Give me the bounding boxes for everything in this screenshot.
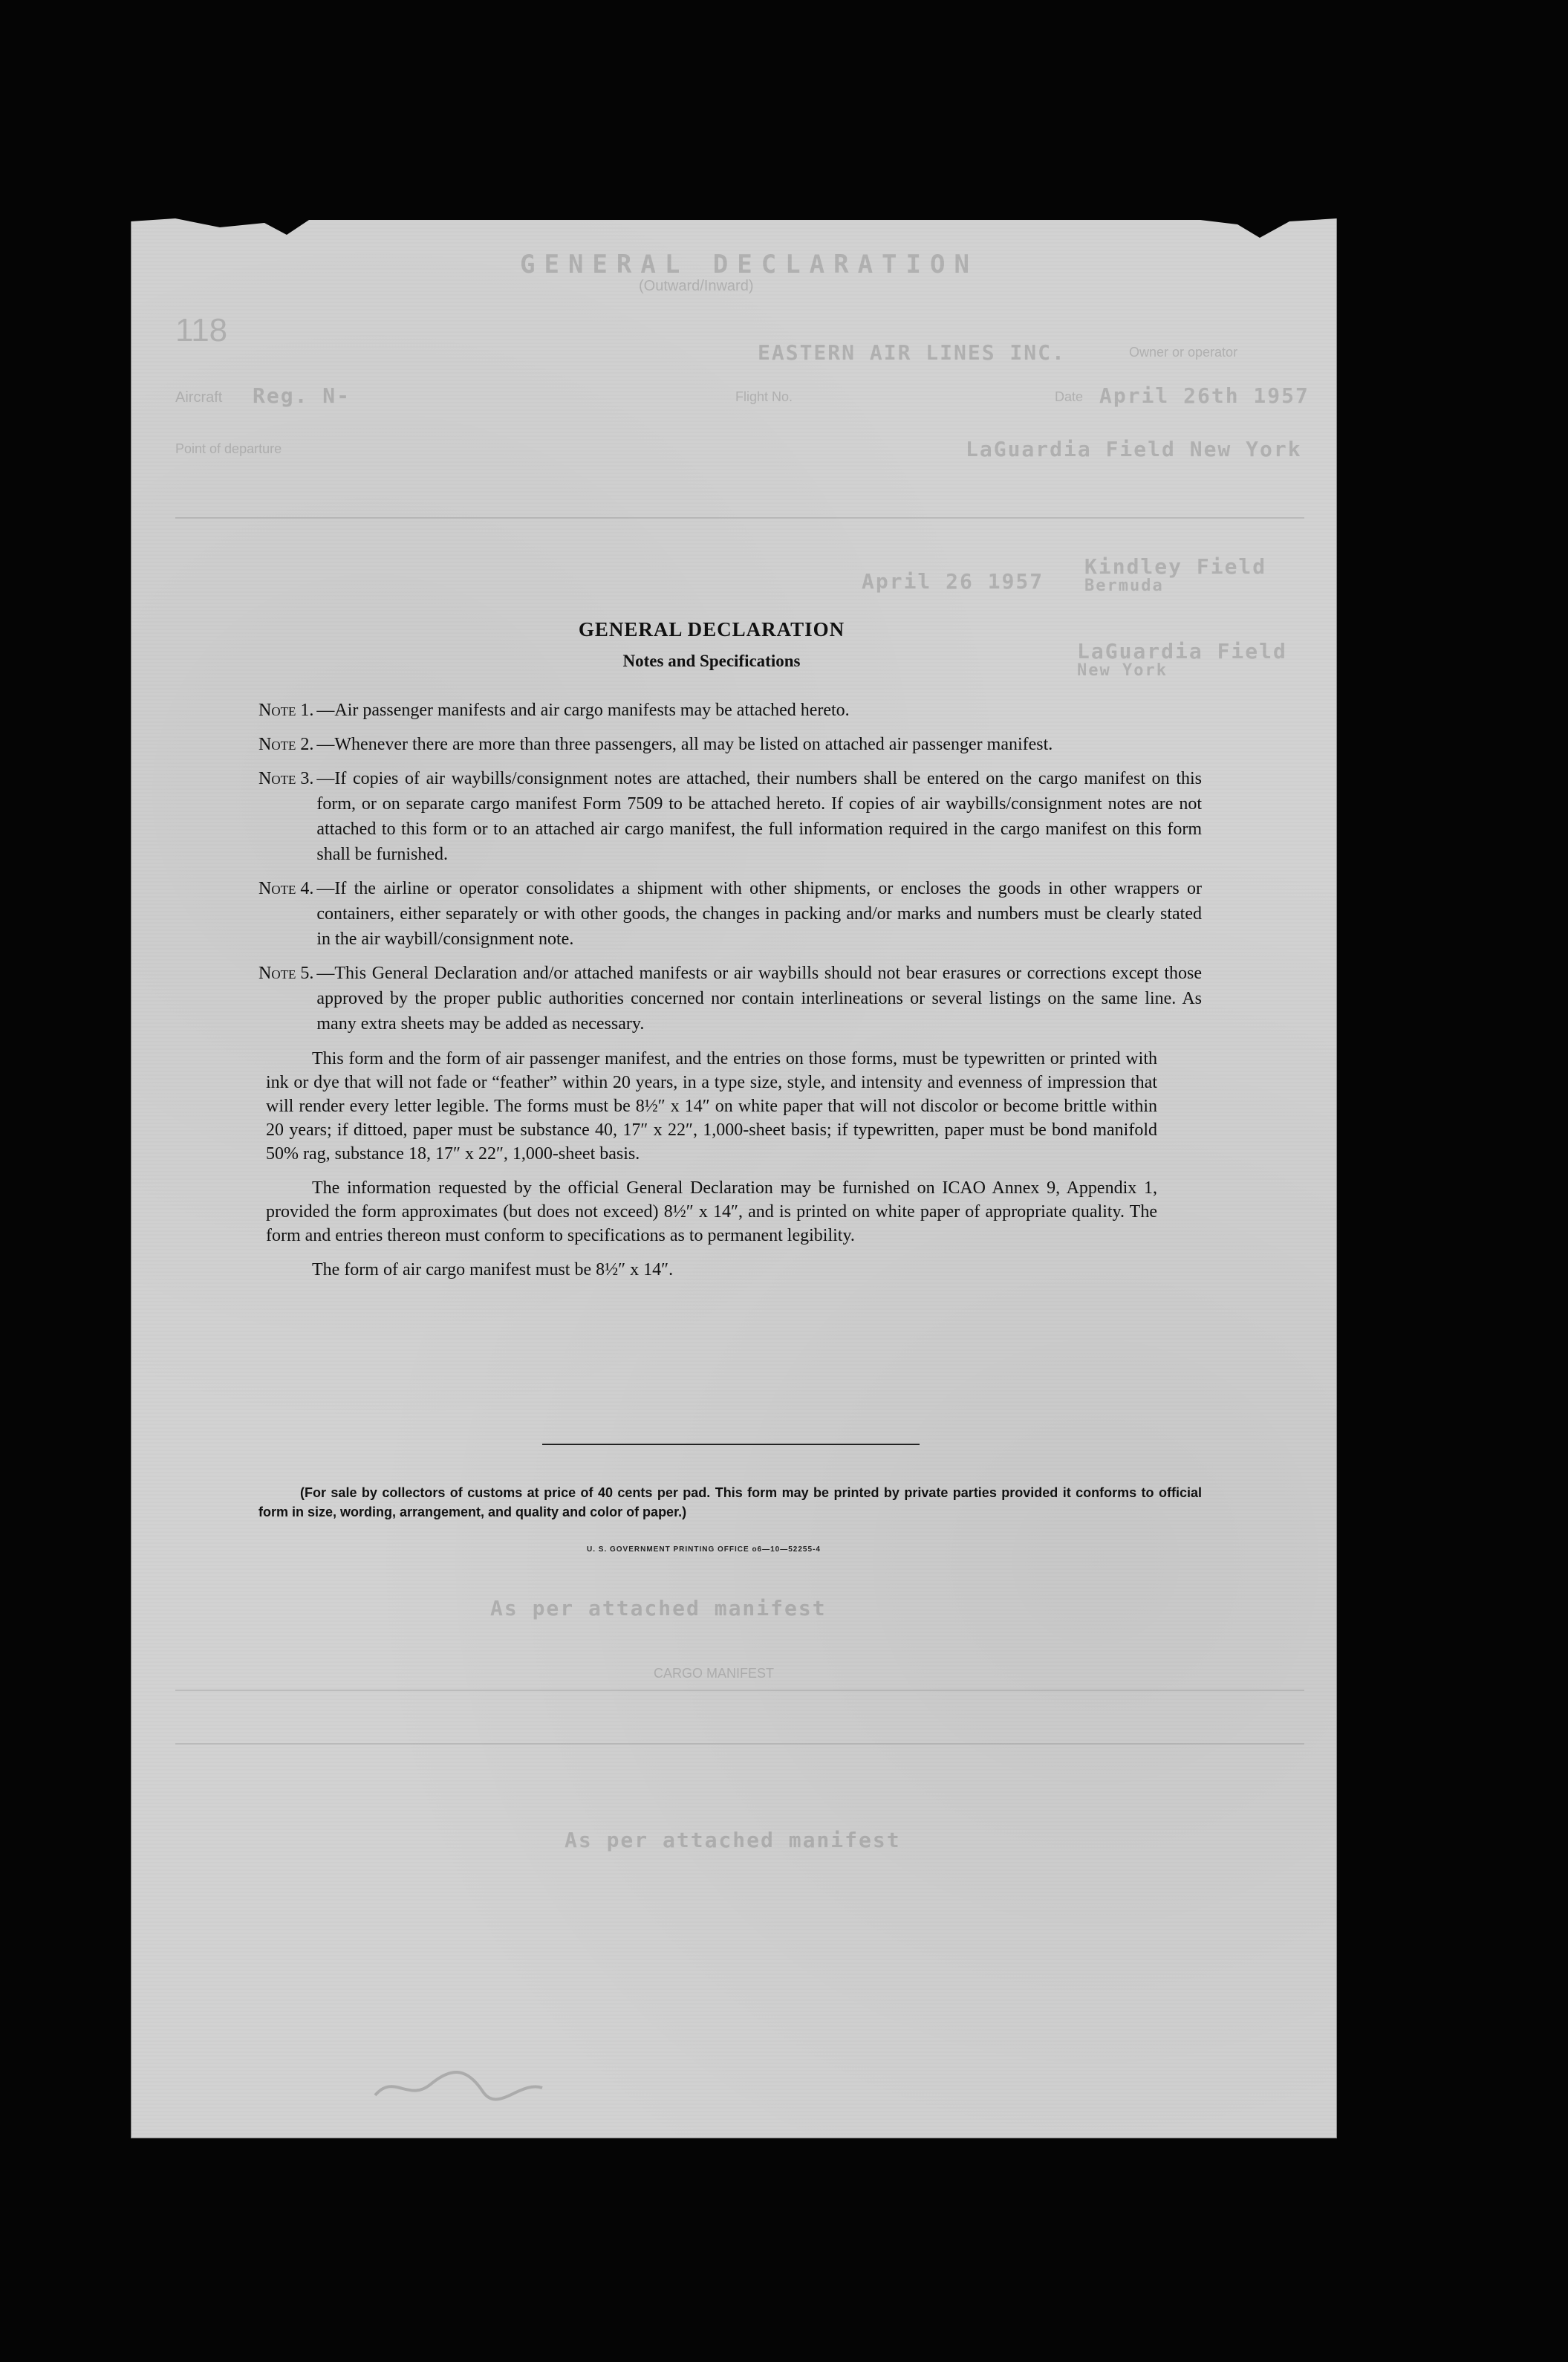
note-label: Note 1. <box>258 701 314 720</box>
paragraph-form-requirements: This form and the form of air passenger manifest, and the entries on those forms, must be typewritten or printed with ink or dye that will not fade or “feather” within 20 years, in a type size, style, and intensity and evenness of impression that will render every letter legible. The forms must be 8½″ x 14″ on white paper that will not discolor or become brittle within 20 years; if dittoed, paper must be substance 40, 17″ x 22″, 1,000-sheet basis; if typewritten, paper must be bond manifold 50% rag, substance 18, 17″ x 22″, 1,000-sheet basis. <box>266 1049 1157 1164</box>
document-subtitle: Notes and Specifications <box>622 652 801 670</box>
note-label: Note 2. <box>258 735 314 754</box>
bleed-flight-label: Flight No. <box>735 389 793 404</box>
bleed-aircraft-label: Aircraft <box>175 389 223 406</box>
paragraph-cargo-size: The form of air cargo manifest must be 8½″ x 14″. <box>312 1260 674 1279</box>
note-label: Note 5. <box>258 964 314 983</box>
bleed-rule-3 <box>175 1743 1304 1745</box>
note-1 <box>258 698 1202 723</box>
note-5 <box>258 961 1202 1036</box>
bleed-date-label: Date <box>1055 389 1084 404</box>
note-text: —If copies of air waybills/consignment notes are attached, their numbers shall be entered on the cargo manifest on this form, or on separate cargo manifest Form 7509 to be attached hereto. If copies of air waybills/consignment notes are not attached to this form or to an attached air cargo manifest, the full information required in the cargo manifest on this form shall be furnished. <box>316 769 1202 864</box>
bleed-rule <box>175 517 1304 519</box>
bleed-operator: EASTERN AIR LINES INC. <box>758 340 1066 365</box>
note-3 <box>258 766 1202 867</box>
signature-bleed <box>371 2058 550 2110</box>
paragraph-icao: The information requested by the official General Declaration may be furnished on ICAO Annex 9, Appendix 1, provided the form approximates (but does not exceed) 8½″ x 14″, and is printed on white paper of appropriate quality. The form and entries thereon must conform to specifications as to permanent legibility. <box>266 1178 1157 1245</box>
sale-note: (For sale by collectors of customs at price of 40 cents per pad. This form may be printed by private parties provided it conforms to official form in size, wording, arrangement, and quality and color of paper.) <box>258 1485 1202 1519</box>
note-2 <box>258 732 1202 757</box>
printing-office-imprint: U. S. GOVERNMENT PRINTING OFFICE o6—10—52255-4 <box>587 1545 821 1554</box>
note-label: Note 4. <box>258 879 314 898</box>
bleed-aircraft: Reg. N- <box>253 383 351 408</box>
bleed-itinerary-1: Kindley Field <box>1084 554 1267 579</box>
note-text: —Whenever there are more than three passengers, all may be listed on attached air passenger manifest. <box>316 735 1053 754</box>
document-title: GENERAL DECLARATION <box>578 618 845 640</box>
bleed-subheader: (Outward/Inward) <box>639 278 754 294</box>
note-text: —This General Declaration and/or attached manifests or air waybills should not bear erasures or corrections except those approved by the proper public authorities concerned nor contain interlineations or several listings on the same line. As many extra sheets may be added as necessary. <box>316 964 1202 1034</box>
bleed-itinerary-2: Bermuda <box>1084 577 1164 595</box>
bleed-itinerary-4: LaGuardia Field <box>1077 639 1287 663</box>
bleed-rule-2 <box>175 1690 1304 1691</box>
note-4 <box>258 876 1202 952</box>
bleed-arrival: LaGuardia Field New York <box>966 437 1302 461</box>
bleed-header: GENERAL DECLARATION <box>520 250 978 279</box>
torn-top-edge <box>131 217 1337 247</box>
note-text: —Air passenger manifests and air cargo manifests may be attached hereto. <box>316 701 850 720</box>
bleed-attached-1: As per attached manifest <box>490 1596 827 1620</box>
bleed-page-number: 118 <box>175 312 228 348</box>
note-label: Note 3. <box>258 769 314 788</box>
bleed-itinerary-3: April 26 1957 <box>862 569 1044 594</box>
bleed-embarkation-label: Point of departure <box>175 441 282 456</box>
divider-rule <box>542 1444 920 1445</box>
notes-body <box>258 618 1202 1282</box>
bleed-attached-2: As per attached manifest <box>565 1828 901 1852</box>
bleed-cargo-manifest: CARGO MANIFEST <box>654 1666 775 1681</box>
note-text: —If the airline or operator consolidates a shipment with other shipments, or encloses the goods in other wrappers or containers, either separately or with other goods, the changes in packing and/or marks and numbers must be clearly stated in the air waybill/consignment note. <box>316 879 1202 949</box>
bleed-operator-label: Owner or operator <box>1129 345 1238 360</box>
bleed-itinerary-5: New York <box>1077 661 1168 680</box>
bleed-date: April 26th 1957 <box>1099 383 1310 408</box>
